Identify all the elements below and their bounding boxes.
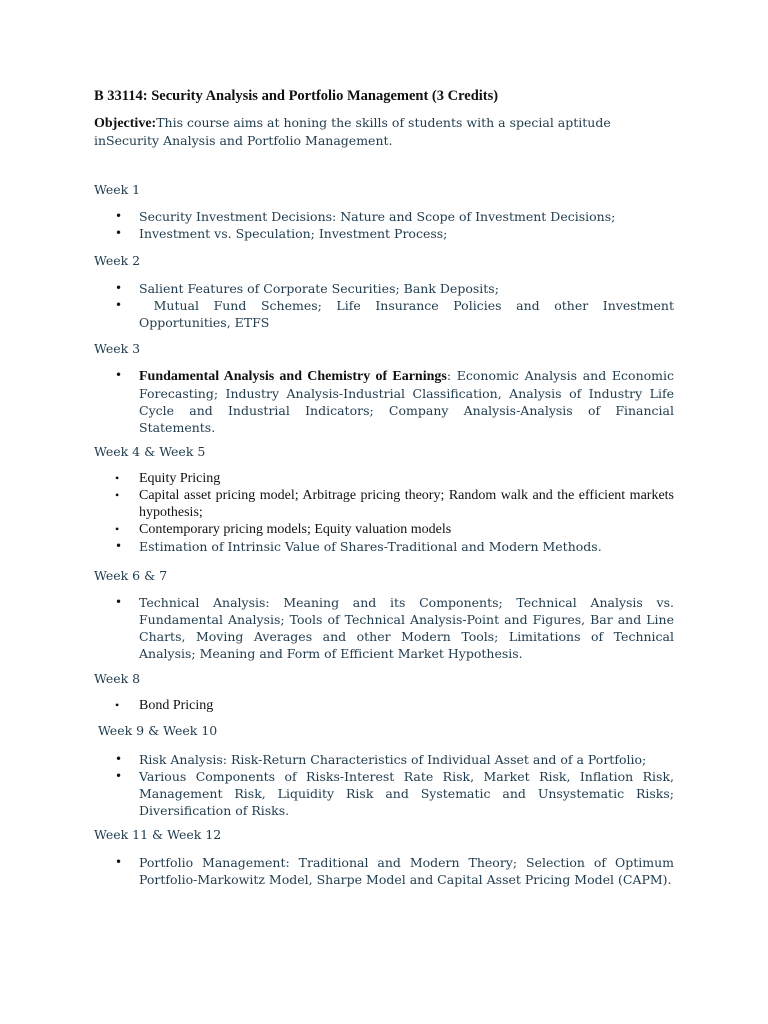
objective (94, 114, 674, 149)
list-item: • Technical Analysis: Meaning and its Components; Technical Analysis vs. Fundamental Analysis; Tools of Technical Analysis-Point and Figures, Bar and Line Charts, Moving Averages and other Modern Tools; Limitations of Technical Analysis; Meaning and Form of Efficient Market Hypothesis. (139, 594, 674, 662)
week-11-12-heading: Week 11 & Week 12 (94, 827, 222, 842)
objective-text: This course aims at honing the skills of students with a special aptitude inSecurity Analysis and Portfolio Management. (94, 115, 611, 148)
bold-topic: Fundamental Analysis and Chemistry of Earnings (139, 369, 447, 384)
week-1-heading: Week 1 (94, 182, 141, 197)
course-title: B 33114: Security Analysis and Portfolio Management (3 Credits) (94, 88, 499, 104)
week-2-list (139, 280, 678, 331)
list-item (139, 367, 674, 436)
list-item: • Salient Features of Corporate Securities; Bank Deposits; (139, 280, 674, 297)
week-8-heading: Week 8 (94, 671, 141, 686)
week-9-10-heading: Week 9 & Week 10 (94, 723, 218, 738)
topic-text: : Economic Analysis and Economic Forecasting; Industry Analysis-Industrial Classification, Analysis of Industry Life Cycle and Industrial Indicators; Company Analysis-Analysis of Financial Statements. (139, 368, 675, 435)
list-item: • Bond Pricing (139, 697, 674, 714)
list-item: • Security Investment Decisions: Nature and Scope of Investment Decisions; (139, 208, 674, 225)
list-item: • Capital asset pricing model; Arbitrage pricing theory; Random walk and the efficient markets hypothesis; (139, 487, 674, 521)
week-11-12-list (139, 854, 674, 888)
week-1-list (139, 208, 674, 242)
week-6-7-heading: Week 6 & 7 (94, 568, 168, 583)
week-8-list (139, 697, 674, 714)
list-item: • Contemporary pricing models; Equity valuation models (139, 521, 674, 538)
week-6-7-list (139, 594, 674, 662)
list-item: • Various Components of Risks-Interest Rate Risk, Market Risk, Inflation Risk, Management Risk, Liquidity Risk and Systematic and Unsystematic Risks; Diversification of Risks. (139, 768, 674, 819)
week-2-heading: Week 2 (94, 253, 141, 268)
week-9-10-list (139, 751, 674, 819)
list-item: • Equity Pricing (139, 470, 674, 487)
list-item: • Mutual Fund Schemes; Life Insurance Policies and other Investment Opportunities, ETFS (139, 297, 674, 331)
week-3-heading: Week 3 (94, 341, 141, 356)
list-item: • Investment vs. Speculation; Investment Process; (139, 225, 674, 242)
week-4-5-heading: Week 4 & Week 5 (94, 444, 206, 459)
list-item: • Portfolio Management: Traditional and Modern Theory; Selection of Optimum Portfolio-Markowitz Model, Sharpe Model and Capital Asset Pricing Model (CAPM). (139, 854, 674, 888)
list-item: • Risk Analysis: Risk-Return Characteristics of Individual Asset and of a Portfolio; (139, 751, 674, 768)
list-item: • Estimation of Intrinsic Value of Shares-Traditional and Modern Methods. (139, 538, 674, 555)
week-4-5-list (139, 470, 674, 555)
week-3-list (139, 367, 674, 436)
objective-label: Objective: (94, 116, 157, 131)
